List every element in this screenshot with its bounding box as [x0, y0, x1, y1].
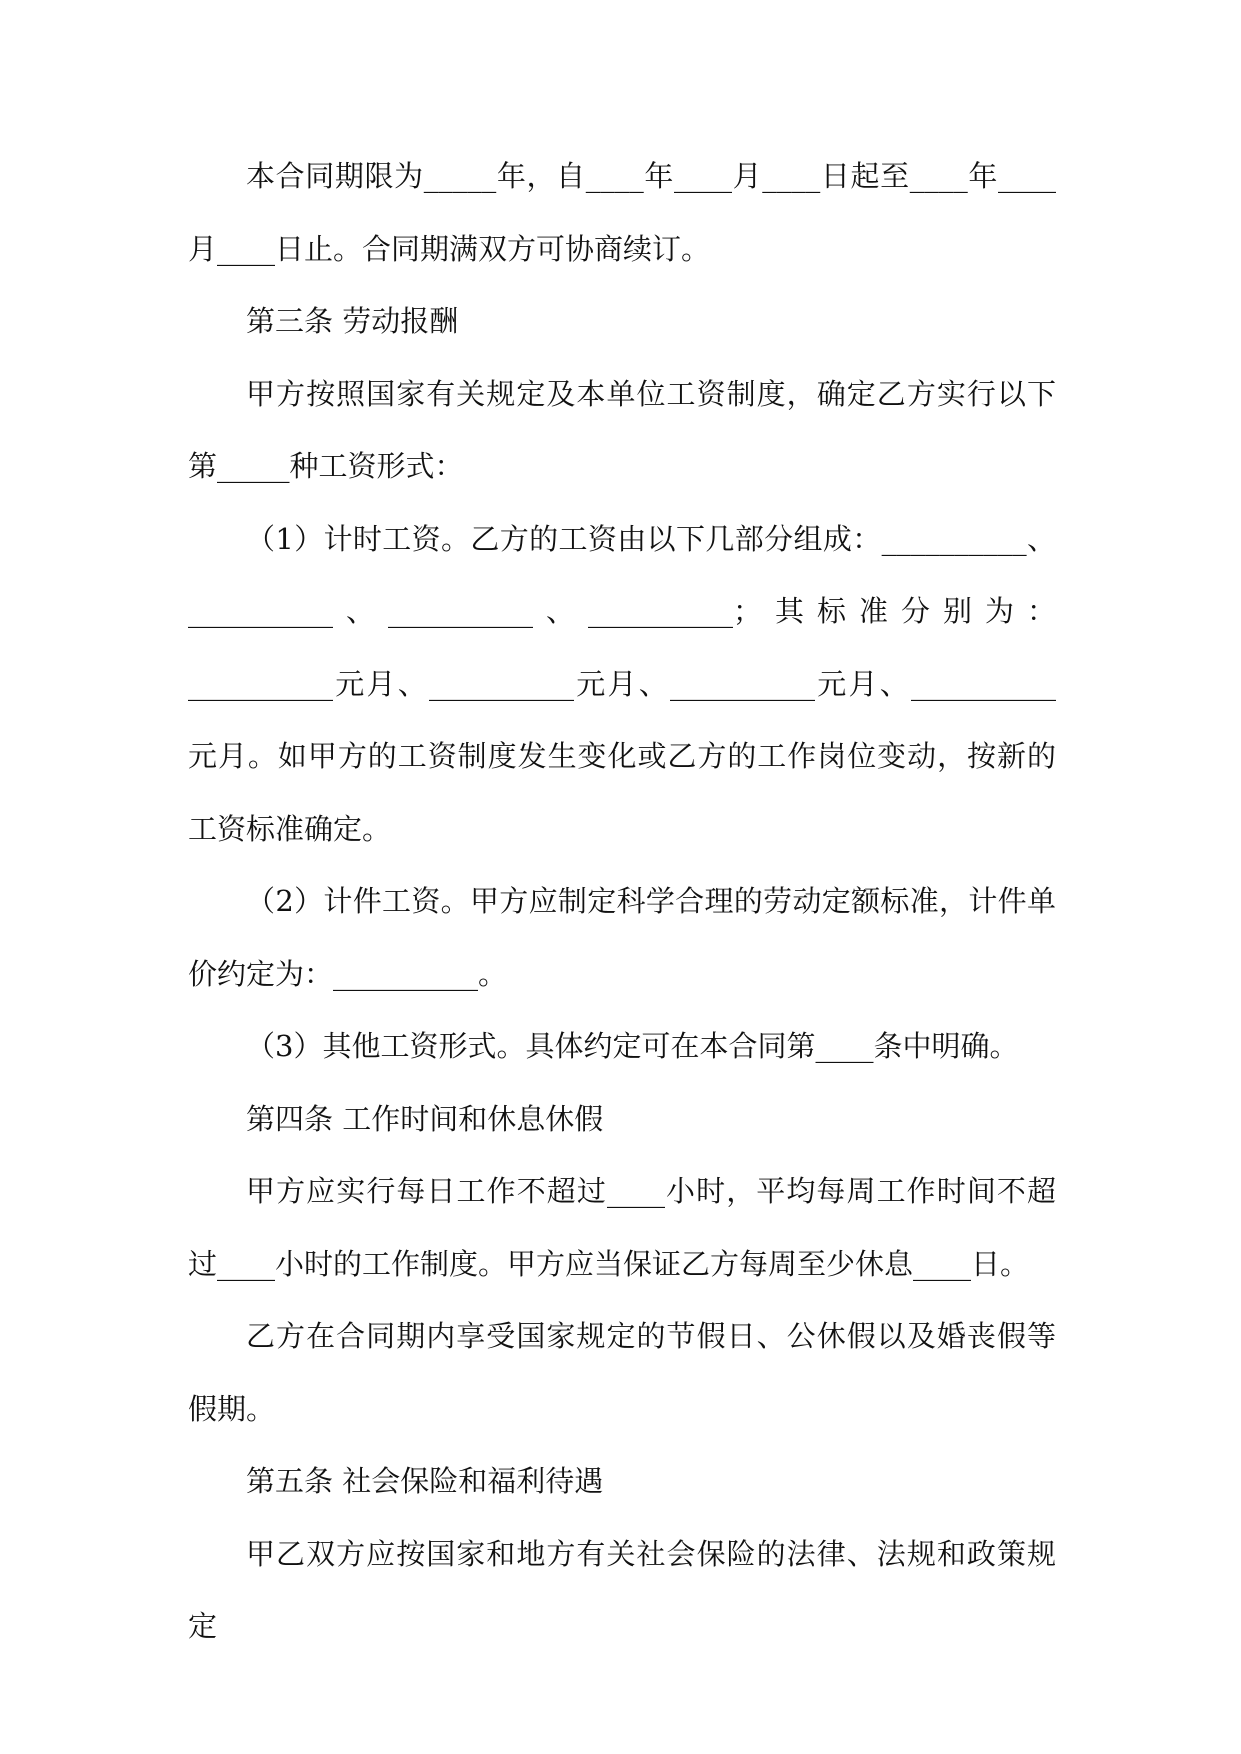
article-3-heading: 第三条 劳动报酬	[246, 304, 459, 338]
article-4-heading: 第四条 工作时间和休息休假	[246, 1101, 604, 1136]
piece-wage-paragraph: （2）计件工资。甲方应制定科学合理的劳动定额标准，计件单价约定为：__________。	[188, 884, 1056, 991]
holidays-paragraph: 乙方在合同期内享受国家规定的节假日、公休假以及婚丧假等假期。	[188, 1319, 1056, 1426]
working-hours-paragraph: 甲方应实行每日工作不超过____小时，平均每周工作时间不超过____小时的工作制度。甲方应当保证乙方每周至少休息____日。	[188, 1174, 1056, 1281]
wage-form-paragraph: 甲方按照国家有关规定及本单位工资制度，确定乙方实行以下第_____种工资形式：	[188, 376, 1056, 483]
article-5-heading: 第五条 社会保险和福利待遇	[246, 1464, 604, 1498]
other-wage-paragraph: （3）其他工资形式。具体约定可在本合同第____条中明确。	[246, 1029, 1019, 1063]
contract-term-paragraph: 本合同期限为_____年，自____年____月____日起至____年____月____日止。合同期满双方可协商续订。	[188, 159, 1056, 266]
time-wage-paragraph: （1）计时工资。乙方的工资由以下几部分组成：__________、__________、__________、__________；其标准分别为：__________元月、__________元月、__________元月、__________元月。如甲方的工资制度发生变化或乙方的工作岗位变动，按新的工资标准确定。	[188, 521, 1056, 846]
social-insurance-paragraph: 甲乙双方应按国家和地方有关社会保险的法律、法规和政策规定	[188, 1536, 1056, 1643]
document-page	[188, 140, 1056, 1663]
